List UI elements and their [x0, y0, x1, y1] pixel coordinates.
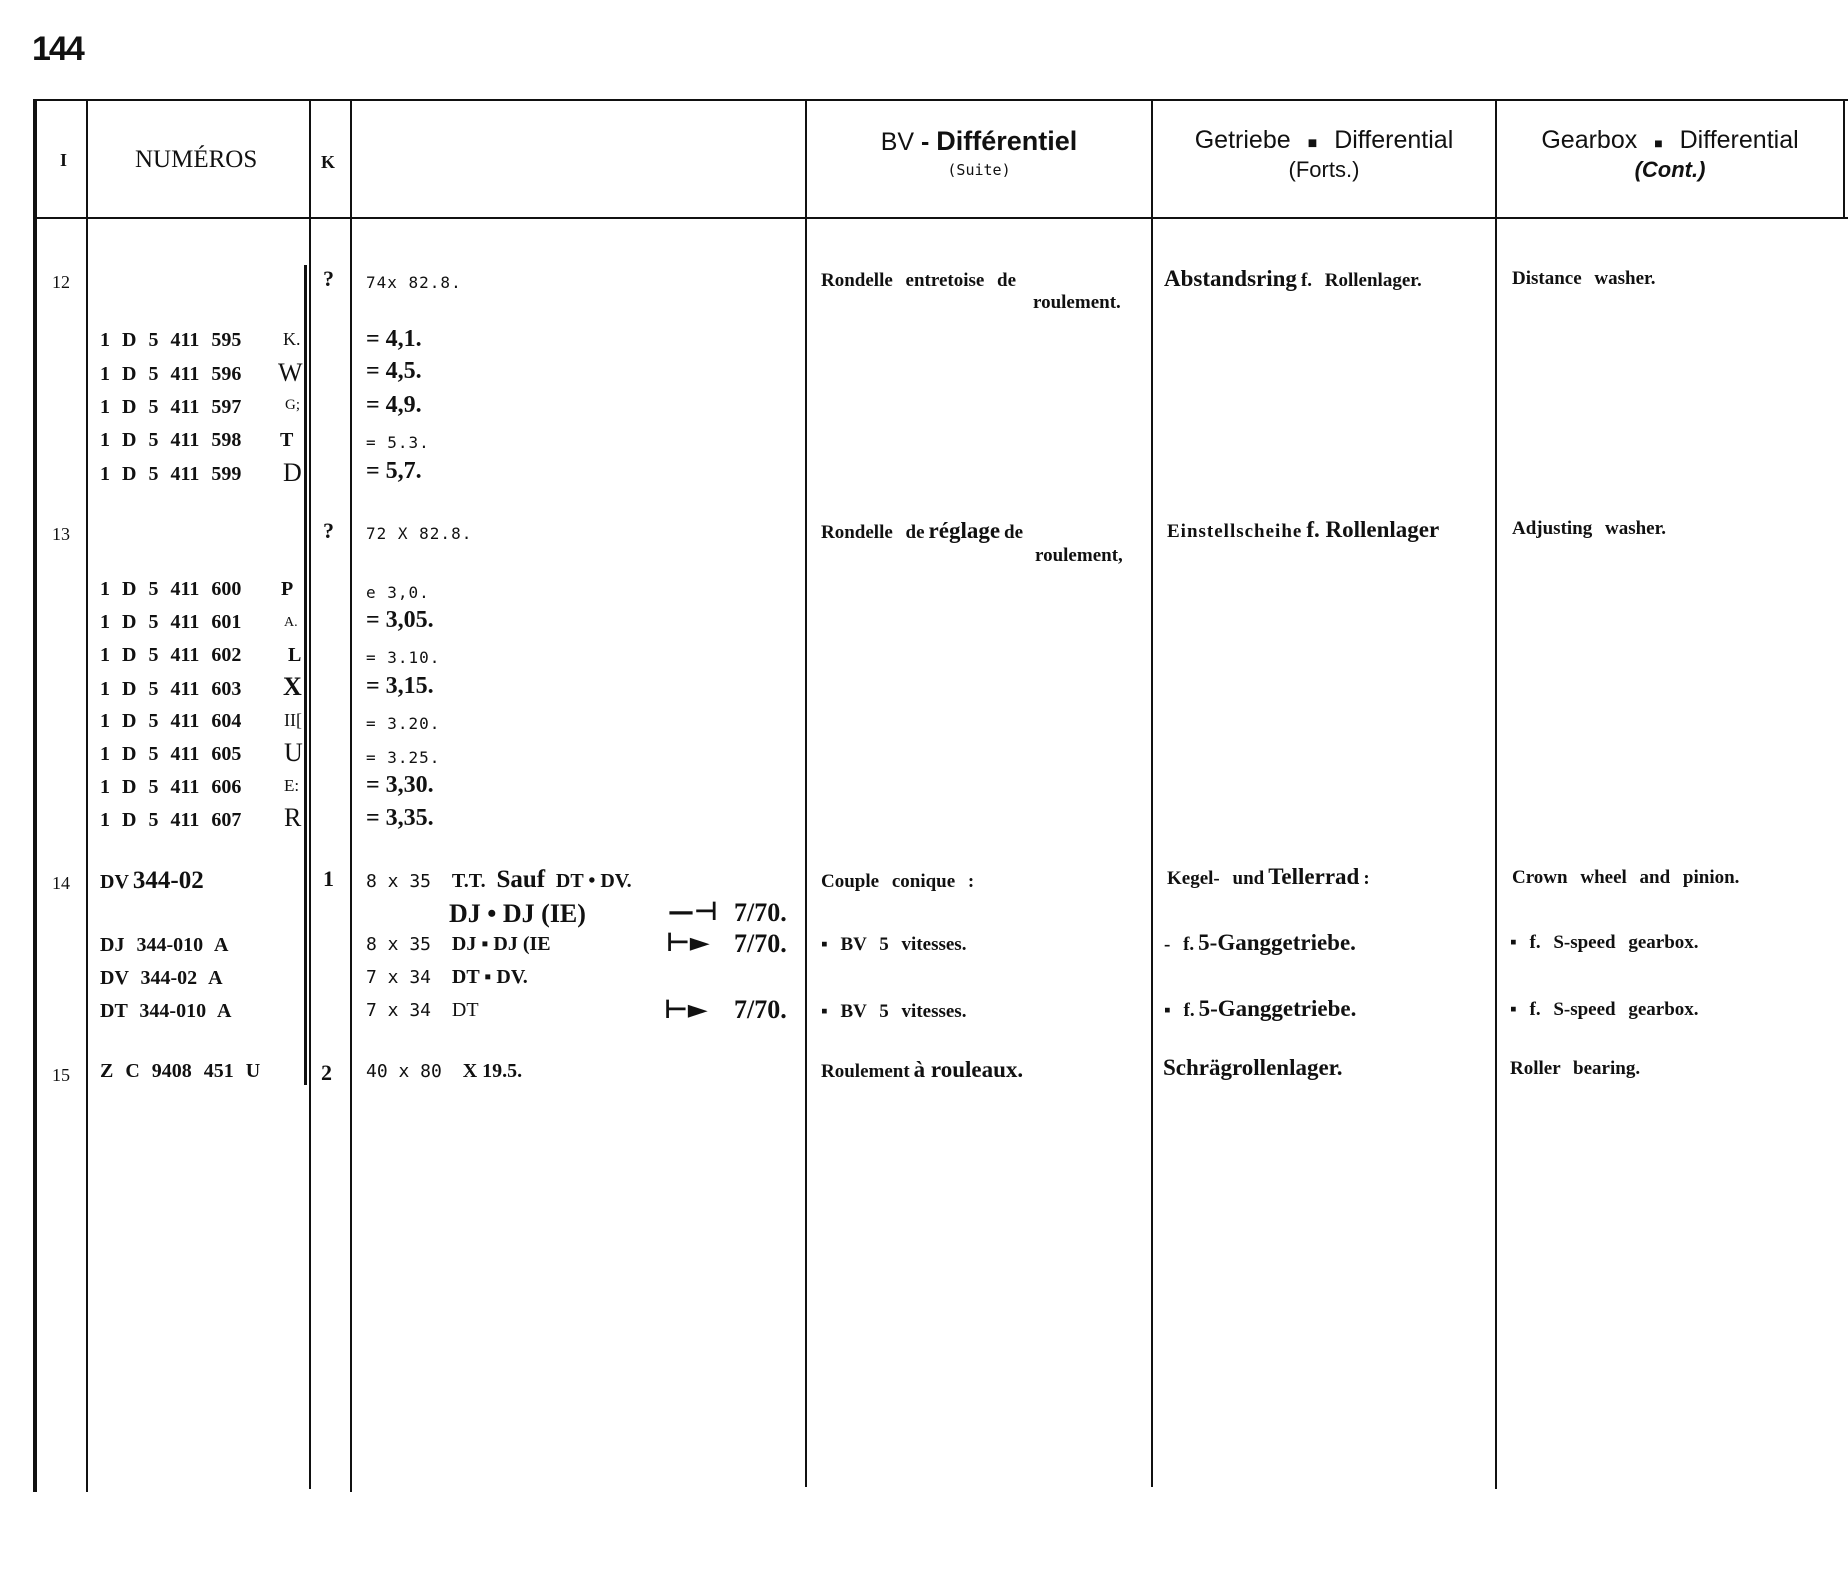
header-german-title-b: Differential: [1334, 126, 1454, 154]
row-12-part-2-suffix: W: [278, 358, 303, 387]
row-14-dim-c: Sauf: [496, 866, 546, 893]
row-14-sub-3-english: ▪ f. S-speed gearbox.: [1510, 999, 1699, 1020]
header-col-french: [807, 126, 1151, 179]
row-12-part-3-suffix: G;: [285, 397, 300, 413]
row-13-part-3-suffix: L: [288, 644, 302, 666]
col-divider-6: [1495, 99, 1497, 1489]
row-13-german-a: Einstellscheihe: [1167, 521, 1303, 542]
row-14-dim-line2: DJ • DJ (IE): [449, 899, 586, 928]
header-col-english: [1497, 126, 1843, 183]
col-divider-7: [1843, 99, 1845, 219]
row-14-number-b: 344-02: [132, 867, 204, 894]
row-13-part-8-dim: = 3,35.: [366, 805, 434, 831]
header-col-numeros: NUMÉROS: [135, 146, 258, 173]
row-15-english: Roller bearing.: [1510, 1058, 1641, 1079]
row-13-part-3-number: 1 D 5 411 602: [100, 644, 242, 666]
row-14-sub-3-german-a: ▪ f.: [1164, 1000, 1195, 1021]
row-13-part-2-number: 1 D 5 411 601: [100, 611, 242, 633]
row-14-sub-1-dim-a: 8 x 35: [366, 934, 432, 955]
header-german-title-a: Getriebe: [1194, 126, 1291, 154]
header-english-title-a: Gearbox: [1541, 126, 1638, 154]
row-13-french-c: de: [1004, 522, 1024, 543]
row-13-part-7-dim: = 3,30.: [366, 772, 434, 798]
row-14-sub-3-french: ▪ BV 5 vitesses.: [821, 1001, 967, 1022]
row-14-sub-3-date: 7/70.: [734, 995, 787, 1024]
numeros-inner-rule: [304, 265, 307, 1085]
header-german-title-sep: ■: [1307, 135, 1318, 152]
page-number: 144: [32, 30, 83, 68]
row-12-part-2-number: 1 D 5 411 596: [100, 363, 242, 385]
row-15-french: [821, 1057, 1023, 1083]
row-13-part-5-suffix: II[: [284, 710, 302, 730]
header-col-k: K: [321, 152, 336, 172]
row-13-part-7-suffix: E:: [284, 776, 300, 795]
row-14-sub-1-german: [1164, 930, 1356, 956]
row-12-part-5-suffix: D: [283, 458, 302, 487]
row-14-k: 1: [323, 866, 334, 891]
row-14-dim-line1: [366, 866, 632, 894]
row-13-part-4-number: 1 D 5 411 603: [100, 678, 242, 700]
row-13-english: Adjusting washer.: [1512, 518, 1667, 539]
row-12-german: [1164, 266, 1422, 292]
row-13-part-1-suffix: P: [281, 578, 294, 600]
row-14-sub-3-dim-a: 7 x 34: [366, 1000, 432, 1021]
row-14-sub-3-arrow: ⊢►: [664, 995, 708, 1025]
row-14-sub-1-french: ▪ BV 5 vitesses.: [821, 934, 967, 955]
row-14-sub-2-dim-a: 7 x 34: [366, 967, 432, 988]
row-12-part-4-number: 1 D 5 411 598: [100, 429, 242, 451]
row-13-k: ?: [323, 518, 334, 543]
row-12-french-line2: roulement.: [1033, 292, 1121, 313]
header-col-i: I: [60, 150, 68, 170]
header-french-title-a: BV: [880, 128, 915, 156]
row-14-sub-1-dim: [366, 933, 551, 956]
row-14-sub-1-number: DJ 344-010 A: [100, 934, 229, 956]
table-top-rule: [33, 99, 1848, 101]
row-14-sub-1-dim-b: DJ ▪ DJ (IE: [451, 933, 551, 955]
row-12-part-1-suffix: K.: [283, 329, 301, 349]
row-14-sub-3-dim-b: DT: [451, 999, 479, 1021]
row-13-part-8-number: 1 D 5 411 607: [100, 809, 242, 831]
row-13-part-1-dim: e 3,0.: [366, 583, 430, 602]
col-divider-3: [350, 99, 352, 1492]
row-14-german-b: Tellerrad: [1268, 864, 1360, 889]
row-12-german-b: f. Rollenlager.: [1300, 270, 1422, 291]
row-13-part-4-suffix: X: [283, 672, 302, 701]
row-15-french-a: Roulement: [821, 1061, 910, 1082]
row-13-german-b: f. Rollenlager: [1306, 517, 1440, 542]
row-13-part-6-suffix: U: [284, 738, 303, 767]
row-12-part-5-number: 1 D 5 411 599: [100, 463, 242, 485]
row-14-sub-3-number: DT 344-010 A: [100, 1000, 232, 1022]
row-14-sub-3-dim: [366, 999, 479, 1022]
row-14-sub-1-date: 7/70.: [734, 929, 787, 958]
row-14-sub-2-dim-b: DT ▪ DV.: [451, 966, 528, 988]
row-15-french-b: à rouleaux.: [913, 1057, 1024, 1082]
row-12-k: ?: [323, 266, 334, 291]
row-13-french-a: Rondelle de: [821, 522, 925, 543]
row-15-number: Z C 9408 451 U: [100, 1060, 261, 1082]
header-german-sub: (Forts.): [1288, 157, 1360, 182]
row-15-ref: 15: [52, 1065, 70, 1085]
row-15-dim: [366, 1060, 522, 1083]
row-14-sub-1-english: ▪ f. S-speed gearbox.: [1510, 932, 1699, 953]
row-13-french-line2: roulement,: [1035, 545, 1123, 566]
row-14-sub-1-german-b: 5-Ganggetriebe.: [1198, 930, 1356, 955]
row-12-german-a: Abstandsring: [1164, 266, 1297, 291]
row-14-sub-2-number: DV 344-02 A: [100, 967, 223, 989]
row-14-german-c: :: [1363, 868, 1370, 889]
row-12-part-4-suffix: T: [280, 429, 294, 451]
row-15-k: 2: [321, 1060, 332, 1085]
row-12-part-1-dim: = 4,1.: [366, 326, 422, 352]
row-12-part-5-dim: = 5,7.: [366, 458, 422, 484]
row-15-german: Schrägrollenlager.: [1163, 1055, 1343, 1080]
row-13-part-8-suffix: R: [284, 803, 302, 832]
header-col-german: [1153, 126, 1495, 183]
row-13-part-5-dim: = 3.20.: [366, 714, 441, 733]
header-english-title-sep: ■: [1654, 135, 1663, 151]
row-15-dim-b: X 19.5.: [462, 1060, 523, 1082]
row-13-part-2-dim: = 3,05.: [366, 607, 434, 633]
row-14-sub-1-german-a: - f.: [1164, 934, 1195, 955]
row-15-dim-a: 40 x 80: [366, 1061, 442, 1082]
row-14-ref: 14: [52, 873, 70, 893]
col-divider-4: [805, 99, 807, 1487]
row-14-line2-arrow: —⊣: [668, 897, 718, 927]
table-left-border: [33, 99, 37, 1492]
row-14-dim-d: DT • DV.: [555, 870, 632, 892]
header-french-title-sep: -: [921, 128, 930, 156]
row-12-english: Distance washer.: [1512, 268, 1656, 289]
row-14-german: [1167, 864, 1370, 890]
row-14-sub-1-arrow: ⊢►: [666, 928, 710, 958]
row-12-ref: 12: [52, 272, 70, 292]
row-14-number: [100, 867, 204, 895]
row-13-ref: 13: [52, 524, 70, 544]
row-14-sub-3-german: [1164, 996, 1356, 1022]
header-english-sub: (Cont.): [1634, 157, 1706, 182]
row-14-german-a: Kegel- und: [1167, 868, 1265, 889]
row-14-english: Crown wheel and pinion.: [1512, 867, 1740, 888]
row-13-french-line1: [821, 518, 1023, 544]
row-13-part-5-number: 1 D 5 411 604: [100, 710, 242, 732]
row-13-french-b: réglage: [928, 518, 1001, 543]
row-13-part-2-suffix: A.: [284, 615, 298, 630]
row-12-part-1-number: 1 D 5 411 595: [100, 329, 242, 351]
row-13-part-7-number: 1 D 5 411 606: [100, 776, 242, 798]
row-12-part-3-dim: = 4,9.: [366, 392, 422, 418]
header-bottom-rule: [33, 217, 1848, 219]
row-13-part-3-dim: = 3.10.: [366, 648, 441, 667]
row-13-part-4-dim: = 3,15.: [366, 673, 434, 699]
row-12-part-3-number: 1 D 5 411 597: [100, 396, 242, 418]
row-14-french: Couple conique :: [821, 871, 975, 892]
row-13-part-1-number: 1 D 5 411 600: [100, 578, 242, 600]
row-14-line2-date: 7/70.: [734, 898, 787, 927]
row-14-sub-3-german-b: 5-Ganggetriebe.: [1198, 996, 1357, 1021]
row-13-dim: 72 X 82.8.: [366, 524, 473, 543]
row-14-sub-2-dim: [366, 966, 528, 989]
col-divider-5: [1151, 99, 1153, 1487]
col-divider-1: [86, 99, 88, 1492]
row-14-dim-a: 8 x 35: [366, 871, 432, 892]
row-14-number-a: DV: [100, 871, 129, 893]
row-13-german: [1167, 517, 1439, 543]
header-english-title-b: Differential: [1679, 126, 1799, 154]
row-12-part-2-dim: = 4,5.: [366, 358, 422, 384]
row-14-dim-b: T.T.: [451, 870, 486, 892]
header-french-sub: (Suite): [947, 161, 1011, 179]
row-12-part-4-dim: = 5.3.: [366, 433, 430, 452]
header-french-title-b: Différentiel: [936, 126, 1078, 156]
row-12-french-line1: Rondelle entretoise de: [821, 270, 1017, 291]
row-13-part-6-number: 1 D 5 411 605: [100, 743, 242, 765]
row-13-part-6-dim: = 3.25.: [366, 748, 441, 767]
row-12-dim: 74x 82.8.: [366, 273, 462, 292]
col-divider-2: [309, 99, 311, 1489]
